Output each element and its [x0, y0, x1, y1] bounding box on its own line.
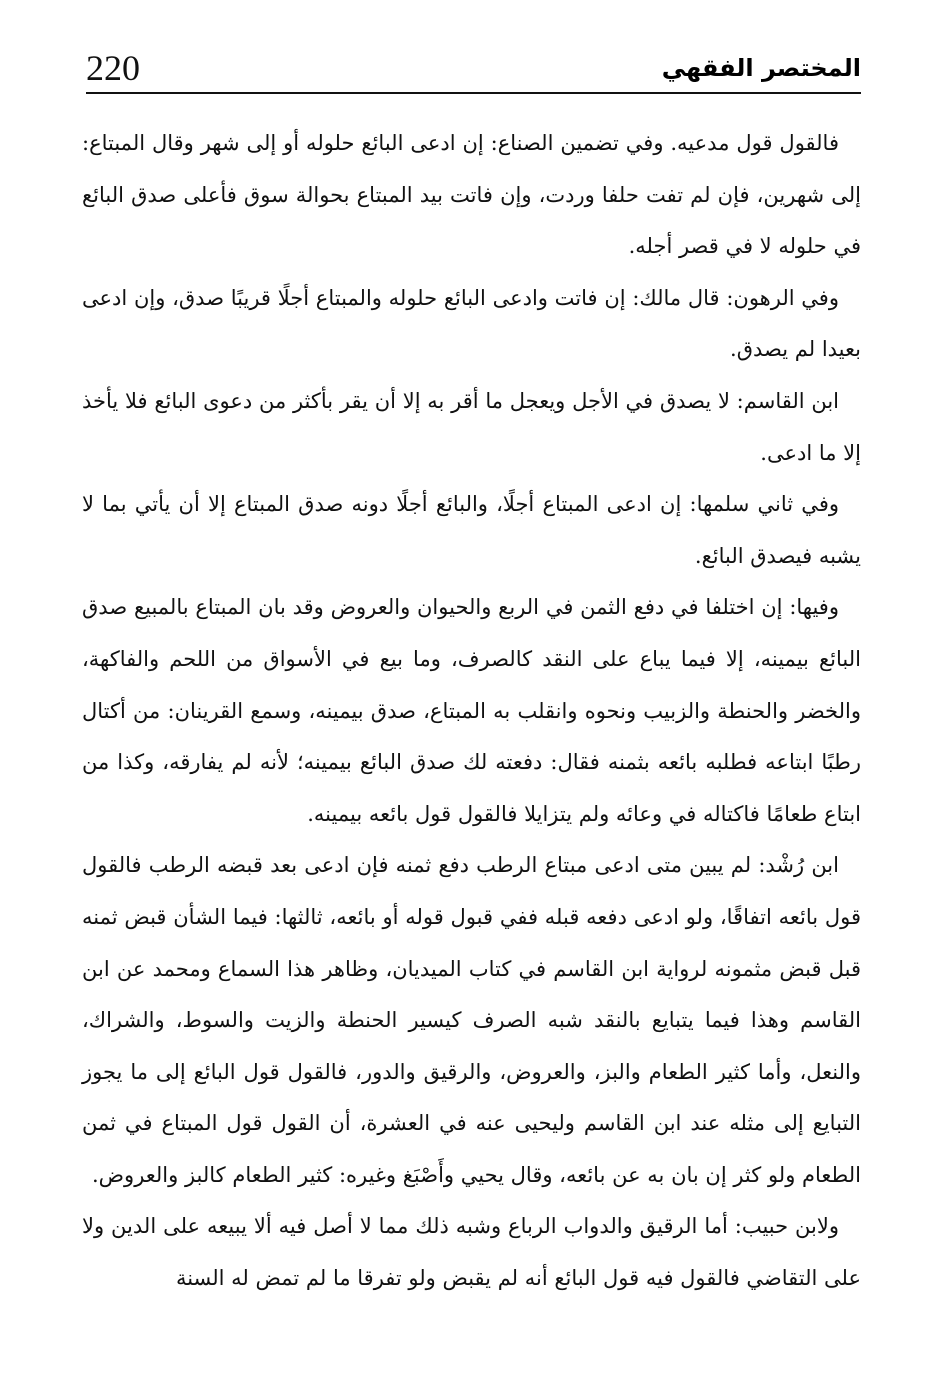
paragraph: وفي الرهون: قال مالك: إن فاتت وادعى البائع حلوله والمبتاع أجلًا قريبًا صدق، وإن ادعى بعيدا لم يصدق. [82, 285, 861, 362]
paragraph: وفيها: إن اختلفا في دفع الثمن في الربع والحيوان والعروض وقد بان المبتاع بالمبيع صدق البائع بيمينه، إلا فيما يباع على النقد كالصرف، وما بيع في الأسواق من اللحم والفاكهة، والخضر والحنطة والزبيب ونحوه وانقلب به المبتاع، صدق بيمينه، وسمع القرينان: من أكتال رطبًا ابتاعه فطلبه بائعه بثمنه فقال: دفعته لك صدق البائع بيمينه؛ لأنه لم يفارقه، وكذا من ابتاع طعامًا فاكتاله في وعائه ولم يتزايلا فالقول قول بائعه بيمينه. [82, 595, 861, 826]
body-text [82, 118, 861, 1305]
header-divider [86, 92, 861, 94]
page-header [86, 46, 861, 92]
page-number: 220 [86, 48, 140, 88]
paragraph: وفي ثاني سلمها: إن ادعى المبتاع أجلًا، والبائع أجلًا دونه صدق المبتاع إلا أن يأتي بما لا يشبه فيصدق البائع. [82, 492, 861, 568]
paragraph: ابن رُشْد: لم يبين متى ادعى مبتاع الرطب دفع ثمنه فإن ادعى بعد قبضه الرطب فالقول قول بائعه اتفاقًا، ولو ادعى دفعه قبله ففي قبول قوله أو بائعه، ثالثها: فيما الشأن قبض ثمنه قبل قبض مثمونه لرواية ابن القاسم في كتاب الميديان، وظاهر هذا السماع ومحمد عن ابن القاسم وهذا فيما يتبايع بالنقد شبه الصرف كيسير الحنطة والزيت والسوط، والشراك، والنعل، وأما كثير الطعام والبز، والعروض، والرقيق والدور، فالقول قول البائع إلى ما يجوز التبايع إلى مثله عند ابن القاسم وليحيى عنه في العشرة، أن القول قول المبتاع في ثمن الطعام ولو كثر إن بان به عن بائعه، وقال يحيي وأَصْبَغ وغيره: كثير الطعام كالبز والعروض. [82, 853, 861, 1187]
running-title: المختصر الفقهي [661, 54, 861, 82]
paragraph: ولابن حبيب: أما الرقيق والدواب الرباع وشبه ذلك مما لا أصل فيه ألا يبيعه على الدين ولا على التقاضي فالقول فيه قول البائع أنه لم يقبض ولو تفرقا ما لم تمض له السنة [82, 1214, 861, 1291]
paragraph: فالقول قول مدعيه. وفي تضمين الصناع: إن ادعى البائع حلوله أو إلى شهر وقال المبتاع: إلى شهرين، فإن لم تفت حلفا وردت، وإن فاتت بيد المبتاع بحوالة سوق فأعلى صدق البائع في حلوله لا في قصر أجله. [82, 131, 861, 259]
paragraph: ابن القاسم: لا يصدق في الأجل ويعجل ما أقر به إلا أن يقر بأكثر من دعوى البائع فلا يأخذ إلا ما ادعى. [82, 388, 861, 465]
